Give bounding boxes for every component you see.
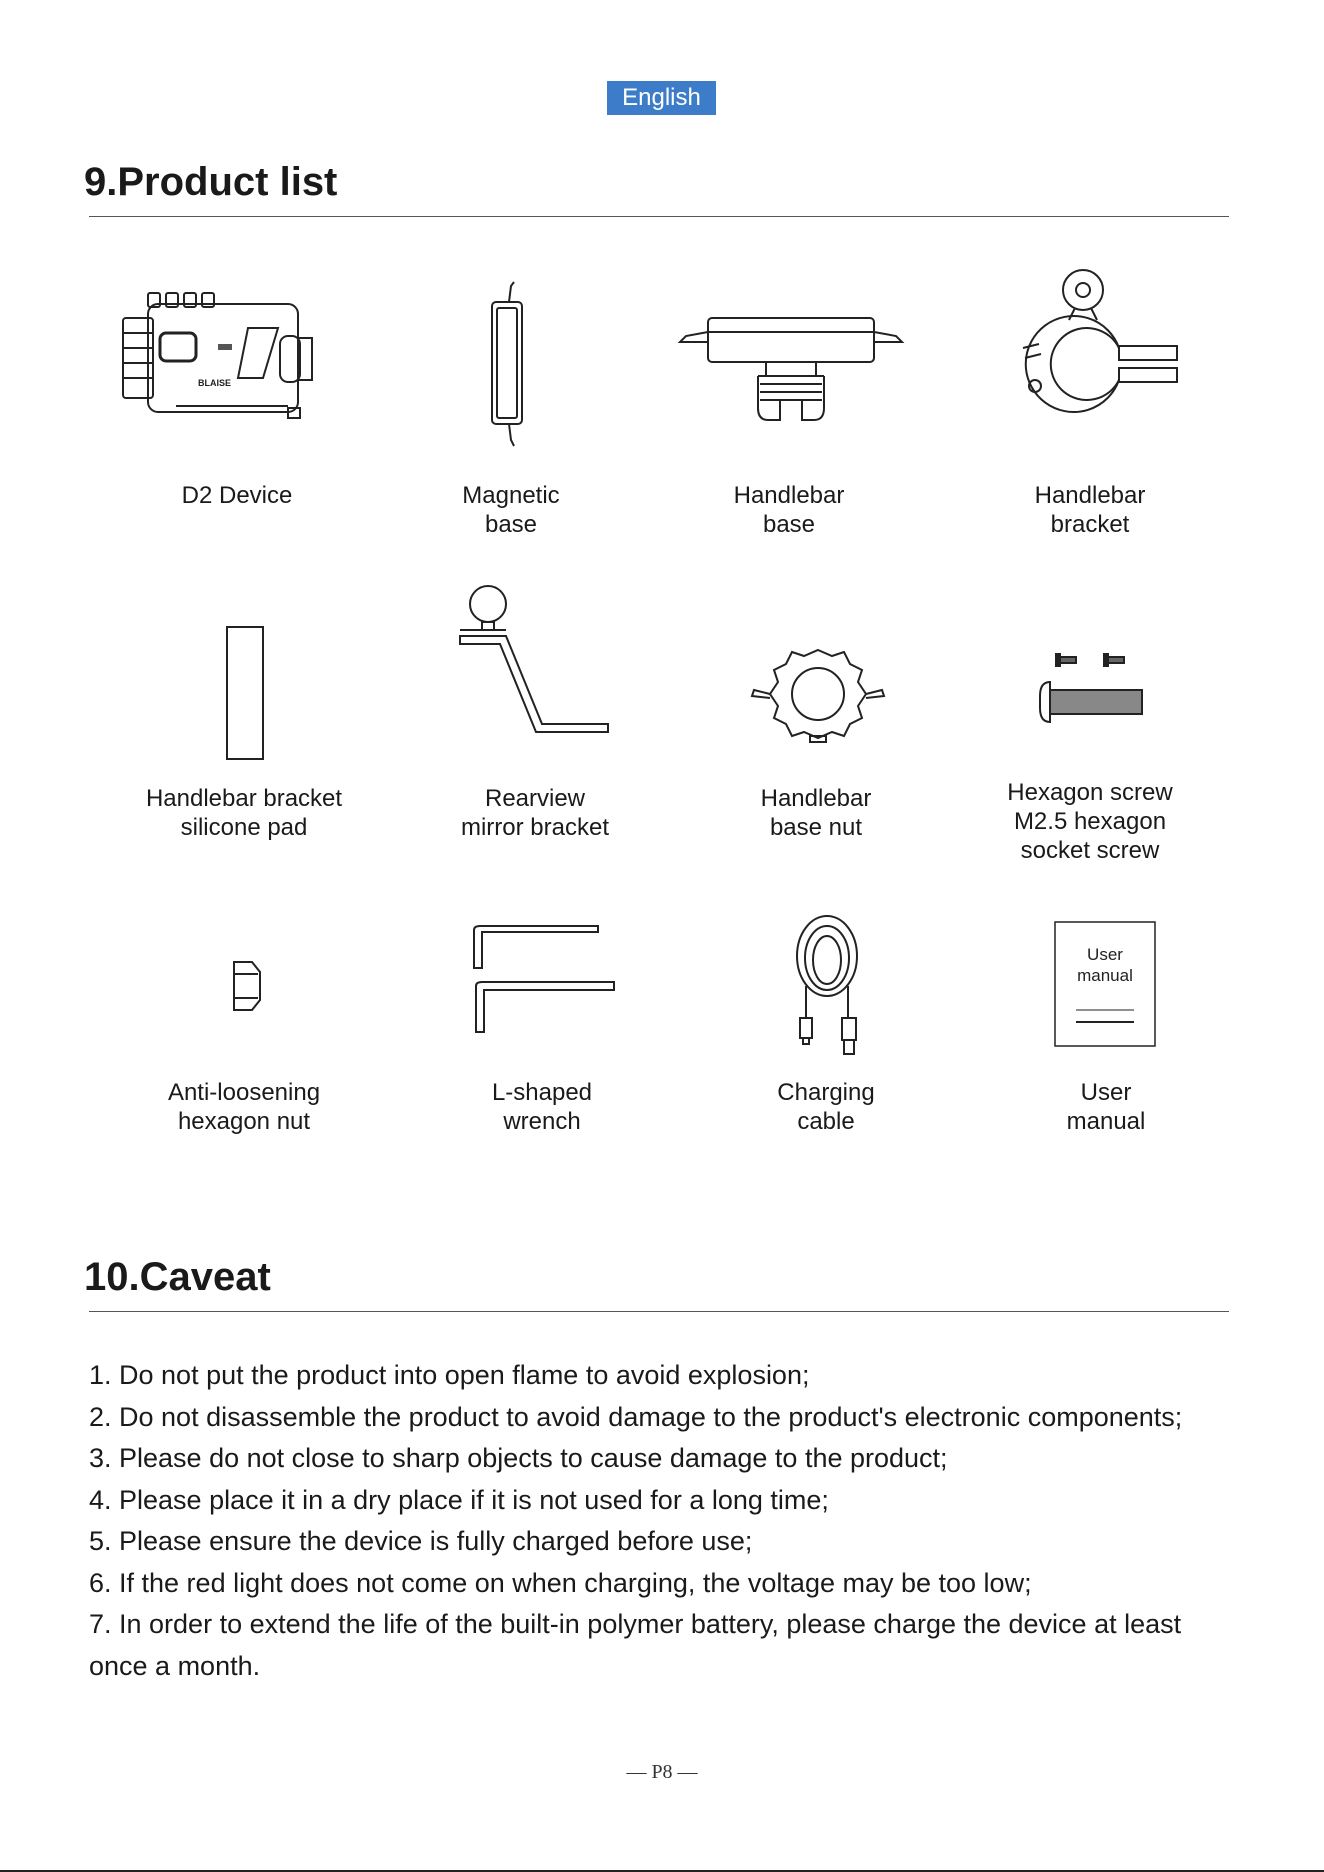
item-label-handlebar-bracket: Handlebar bracket [1034, 482, 1146, 538]
user-manual-icon [1054, 920, 1158, 1048]
caveat-list [89, 1355, 1229, 1687]
list-item: 3. Please do not close to sharp objects to cause damage to the product; [89, 1443, 948, 1473]
list-item: 6. If the red light does not come on when charging, the voltage may be too low; [89, 1567, 1032, 1598]
hex-nut-icon [228, 958, 264, 1014]
svg-text:BLAISE: BLAISE [198, 378, 232, 388]
item-label-mirror-bracket: Rearview mirror bracket [460, 785, 610, 841]
list-item: 4. Please place it in a dry place if it is not used for a long time; [89, 1484, 829, 1515]
magnetic-base-icon [484, 278, 534, 450]
svg-text:User: User [1087, 945, 1123, 964]
item-label-d2-device: D2 Device [181, 482, 293, 509]
divider [89, 216, 1229, 217]
handlebar-bracket-icon [1019, 268, 1179, 420]
item-label-hex-nut: Anti-loosening hexagon nut [167, 1079, 321, 1135]
svg-text:manual: manual [1077, 966, 1133, 985]
list-item: 1. Do not put the product into open flame to avoid explosion; [89, 1360, 810, 1390]
divider [89, 1311, 1229, 1312]
charging-cable-icon [790, 914, 864, 1060]
item-label-charging-cable: Charging cable [777, 1079, 875, 1135]
section-title-product-list: 9.Product list [84, 160, 338, 204]
list-item: 7. In order to extend the life of the built-in polymer battery, please charge the device at least once a month. [89, 1609, 1182, 1681]
l-wrench-icon [472, 924, 616, 1034]
silicone-pad-icon [226, 626, 264, 760]
item-label-base-nut: Handlebar base nut [760, 785, 872, 841]
page-number: — P8 — [626, 1761, 698, 1783]
mirror-bracket-icon [458, 584, 610, 734]
item-label-user-manual: User manual [1066, 1079, 1146, 1135]
list-item: 2. Do not disassemble the product to avoid damage to the product's electronic components; [89, 1401, 1183, 1432]
handlebar-base-icon [676, 312, 906, 424]
screws-icon [1036, 650, 1144, 736]
language-badge: English [607, 81, 716, 115]
item-label-silicone-pad: Handlebar bracket silicone pad [145, 785, 343, 841]
list-item: 5. Please ensure the device is fully charged before use; [89, 1526, 753, 1556]
base-nut-icon [750, 648, 886, 744]
item-label-handlebar-base: Handlebar base [733, 482, 845, 538]
camera-device-icon [118, 288, 326, 428]
section-title-caveat: 10.Caveat [84, 1255, 271, 1299]
item-label-screws: Hexagon screw M2.5 hexagon socket screw [1007, 779, 1173, 864]
item-label-l-wrench: L-shaped wrench [491, 1079, 593, 1135]
item-label-magnetic-base: Magnetic base [462, 482, 560, 538]
